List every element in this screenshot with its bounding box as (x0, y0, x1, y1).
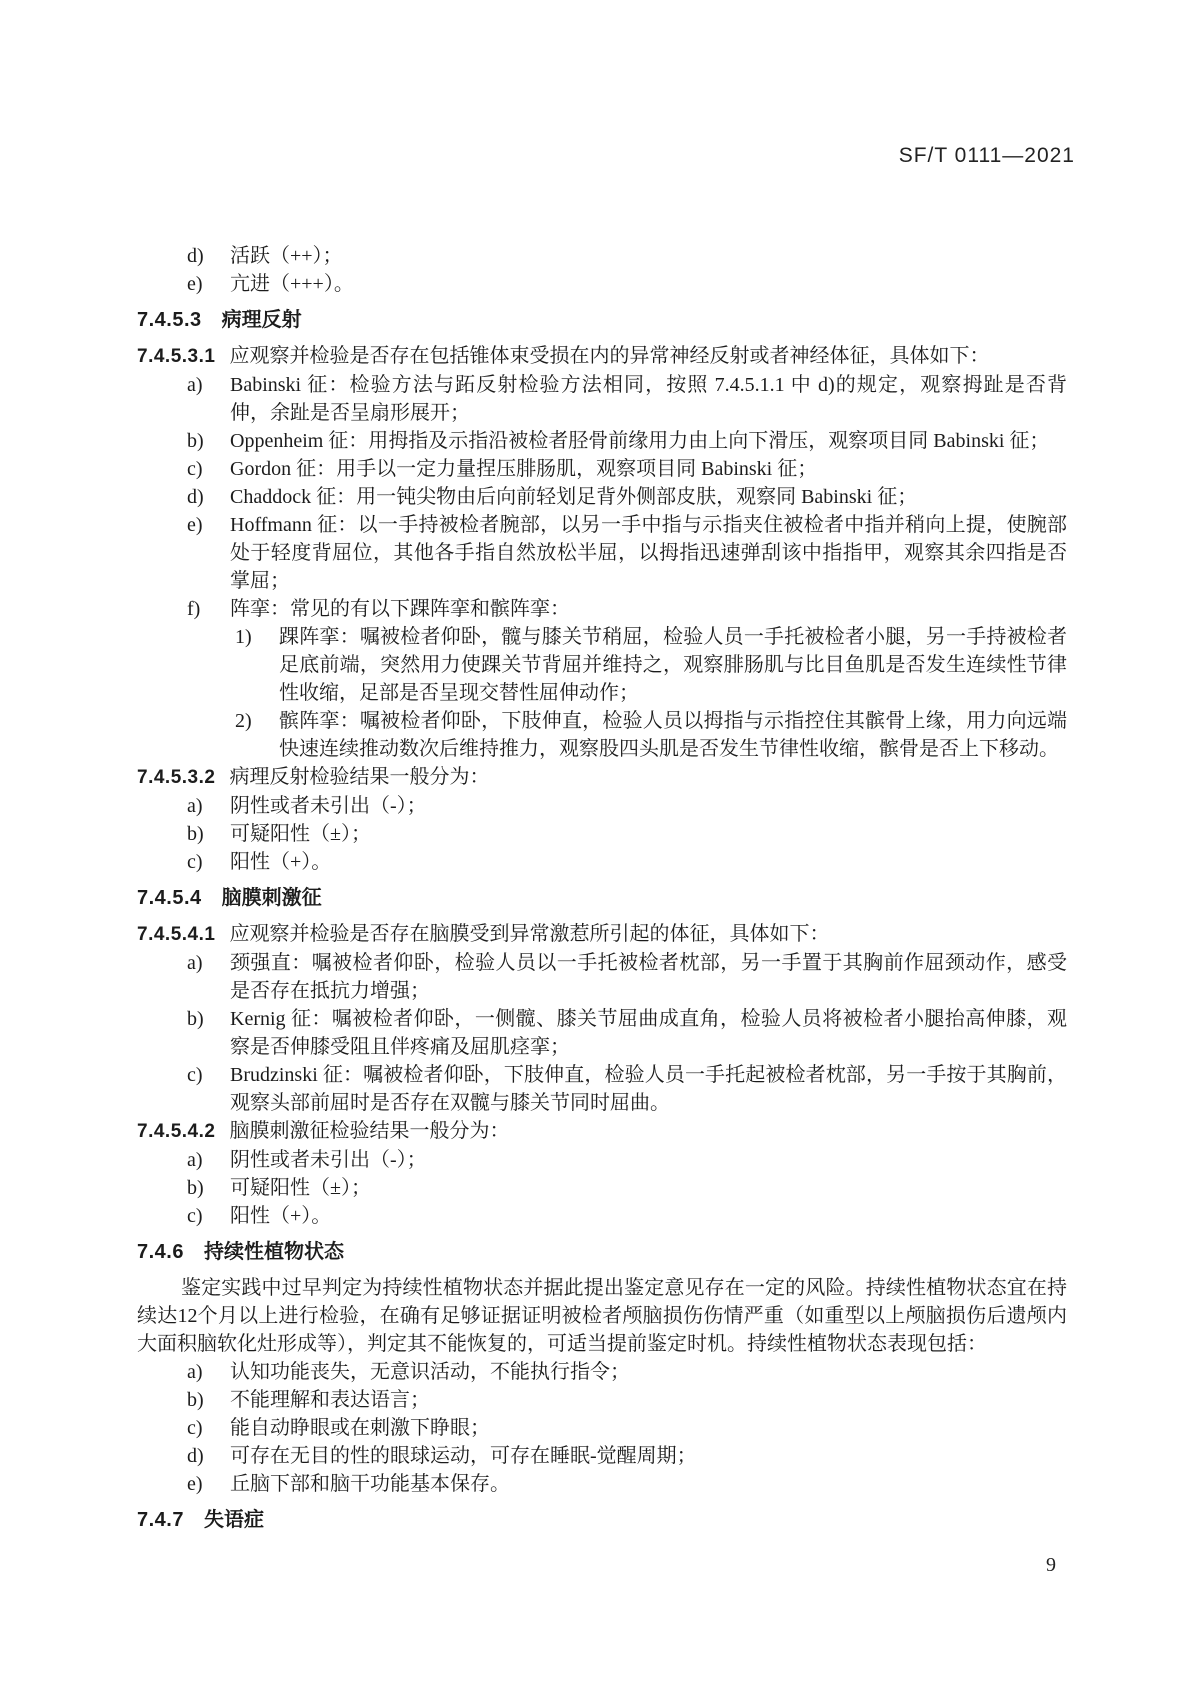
list-item-label: d) (187, 486, 204, 508)
list-item-text: 不能理解和表达语言； (230, 1389, 430, 1411)
list-item-text: 髌阵挛：嘱被检者仰卧，下肢伸直，检验人员以拇指与示指控住其髌骨上缘，用力向远端快速连续推动数次后维持推力，观察股四头肌是否发生节律性收缩，髌骨是否上下移动。 (279, 710, 1067, 760)
list-item-label: b) (187, 1389, 204, 1411)
list-item-text: 能自动睁眼或在刺激下睁眼； (230, 1417, 490, 1439)
list-item-text: Hoffmann 征：以一手持被检者腕部，以另一手中指与示指夹住被检者中指并稍向上提，使腕部处于轻度背屈位，其他各手指自然放松半屈，以拇指迅速弹刮该中指指甲，观察其余四指是否掌屈； (230, 514, 1067, 592)
list-item (187, 483, 1067, 511)
clause-text: 应观察并检验是否存在脑膜受到异常激惹所引起的体征，具体如下： (229, 923, 830, 945)
section-number: 7.4.5.4 (137, 887, 202, 909)
list-item-label: d) (187, 245, 204, 267)
list-item-text: 可疑阳性（±）； (230, 1177, 371, 1199)
section-number: 7.4.6 (137, 1241, 184, 1263)
list-item-text: Gordon 征：用手以一定力量捏压腓肠肌，观察项目同 Babinski 征； (230, 458, 818, 480)
list-item-text: Babinski 征：检验方法与跖反射检验方法相同，按照 7.4.5.1.1 中 d)的规定，观察拇趾是否背伸，余趾是否呈扇形展开； (230, 374, 1067, 424)
list-item-label: b) (187, 823, 204, 845)
list-item (187, 949, 1067, 1005)
section-number: 7.4.7 (137, 1509, 184, 1531)
clause-text: 病理反射检验结果一般分为： (229, 766, 490, 788)
list-item (187, 270, 1067, 298)
list-item (187, 1146, 1067, 1174)
clause-number: 7.4.5.4.2 (137, 1121, 216, 1142)
list-item-text: 可存在无目的性的眼球运动，可存在睡眠-觉醒周期； (230, 1445, 697, 1467)
document-code: SF/T 0111—2021 (898, 144, 1075, 167)
list-item-label: 1) (235, 626, 252, 648)
list-item-label: b) (187, 1177, 204, 1199)
list-item (187, 455, 1067, 483)
clause-text: 应观察并检验是否存在包括锥体束受损在内的异常神经反射或者神经体征，具体如下： (229, 345, 990, 367)
section-heading-7-4-7 (137, 1506, 1067, 1534)
list-item (187, 1358, 1067, 1386)
sub-list-item (235, 623, 1067, 707)
clause-number: 7.4.5.3.2 (137, 767, 216, 788)
list-item-text: 颈强直：嘱被检者仰卧，检验人员以一手托被检者枕部，另一手置于其胸前作屈颈动作，感受是否存在抵抗力增强； (230, 952, 1067, 1002)
clause-number: 7.4.5.4.1 (137, 924, 216, 945)
list-item-label: e) (187, 514, 203, 536)
list-item (187, 1202, 1067, 1230)
list-item-label: a) (187, 952, 203, 974)
list-item (187, 427, 1067, 455)
list-item-label: 2) (235, 710, 252, 732)
list-item (187, 511, 1067, 595)
list-item-label: c) (187, 1417, 203, 1439)
section-heading-7-4-6 (137, 1238, 1067, 1266)
list-item-label: b) (187, 430, 204, 452)
list-item (187, 1442, 1067, 1470)
list-item-label: f) (187, 598, 201, 620)
list-item-text: Brudzinski 征：嘱被检者仰卧，下肢伸直，检验人员一手托起被检者枕部，另一手按于其胸前，观察头部前屈时是否存在双髋与膝关节同时屈曲。 (230, 1064, 1067, 1114)
list-item-label: c) (187, 1064, 203, 1086)
section-title: 失语症 (203, 1509, 264, 1531)
list-item-text: 阴性或者未引出（-）； (230, 1149, 427, 1171)
list-item (187, 820, 1067, 848)
section-heading-7-4-5-4 (137, 884, 1067, 912)
clause-7-4-5-4-2 (137, 1117, 1067, 1146)
list-item (187, 595, 1067, 623)
list-item-label: a) (187, 374, 203, 396)
list-item-label: c) (187, 851, 203, 873)
list-item (187, 1005, 1067, 1061)
list-item-text: 丘脑下部和脑干功能基本保存。 (230, 1473, 510, 1495)
clause-7-4-5-3-1 (137, 342, 1067, 371)
sub-list-item (235, 707, 1067, 763)
list-item-label: c) (187, 1205, 203, 1227)
list-item-text: 踝阵挛：嘱被检者仰卧，髋与膝关节稍屈，检验人员一手托被检者小腿，另一手持被检者足底前端，突然用力使踝关节背屈并维持之，观察腓肠肌与比目鱼肌是否发生连续性节律性收缩，足部是否呈现交替性屈伸动作； (279, 626, 1067, 704)
list-item-text: 认知功能丧失，无意识活动，不能执行指令； (230, 1361, 630, 1383)
list-item (187, 242, 1067, 270)
list-item-label: d) (187, 1445, 204, 1467)
section-number: 7.4.5.3 (137, 309, 202, 331)
list-item-label: a) (187, 795, 203, 817)
list-item-label: b) (187, 1008, 204, 1030)
list-item-text: 阳性（+）。 (230, 1205, 332, 1227)
list-item-label: a) (187, 1361, 203, 1383)
list-item-text: 亢进（+++）。 (230, 273, 354, 295)
list-item (187, 792, 1067, 820)
list-item-text: Chaddock 征：用一钝尖物由后向前轻划足背外侧部皮肤，观察同 Babinski 征； (230, 486, 918, 508)
list-item-text: 阴性或者未引出（-）； (230, 795, 427, 817)
list-item-label: c) (187, 458, 203, 480)
page-number: 9 (1046, 1554, 1056, 1576)
section-title: 持续性植物状态 (203, 1241, 344, 1263)
body-paragraph: 鉴定实践中过早判定为持续性植物状态并据此提出鉴定意见存在一定的风险。持续性植物状态宜在持续达12个月以上进行检验，在确有足够证据证明被检者颅脑损伤伤情严重（如重型以上颅脑损伤后遗颅内大面积脑软化灶形成等），判定其不能恢复的，可适当提前鉴定时机。持续性植物状态表现包括： (137, 1277, 1067, 1355)
section-title: 脑膜刺激征 (221, 887, 322, 909)
section-heading-7-4-5-3 (137, 306, 1067, 334)
list-item-label: e) (187, 273, 203, 295)
list-item (187, 1174, 1067, 1202)
clause-7-4-5-3-2 (137, 763, 1067, 792)
clause-7-4-5-4-1 (137, 920, 1067, 949)
list-item (187, 371, 1067, 427)
page-content (137, 242, 1067, 1542)
list-item-text: Oppenheim 征：用拇指及示指沿被检者胫骨前缘用力由上向下滑压，观察项目同 Babinski 征； (230, 430, 1050, 452)
list-item (187, 1386, 1067, 1414)
list-item-text: 活跃（++）； (230, 245, 343, 267)
list-item (187, 1414, 1067, 1442)
section-title: 病理反射 (221, 309, 302, 331)
list-item-text: 可疑阳性（±）； (230, 823, 371, 845)
clause-text: 脑膜刺激征检验结果一般分为： (229, 1120, 510, 1142)
list-item-text: 阵挛：常见的有以下踝阵挛和髌阵挛： (230, 598, 570, 620)
list-item (187, 848, 1067, 876)
clause-number: 7.4.5.3.1 (137, 346, 216, 367)
list-item-text: Kernig 征：嘱被检者仰卧，一侧髋、膝关节屈曲成直角，检验人员将被检者小腿抬高伸膝，观察是否伸膝受阻且伴疼痛及屈肌痉挛； (230, 1008, 1067, 1058)
list-item-label: e) (187, 1473, 203, 1495)
list-item (187, 1470, 1067, 1498)
list-item (187, 1061, 1067, 1117)
list-item-text: 阳性（+）。 (230, 851, 332, 873)
list-item-label: a) (187, 1149, 203, 1171)
